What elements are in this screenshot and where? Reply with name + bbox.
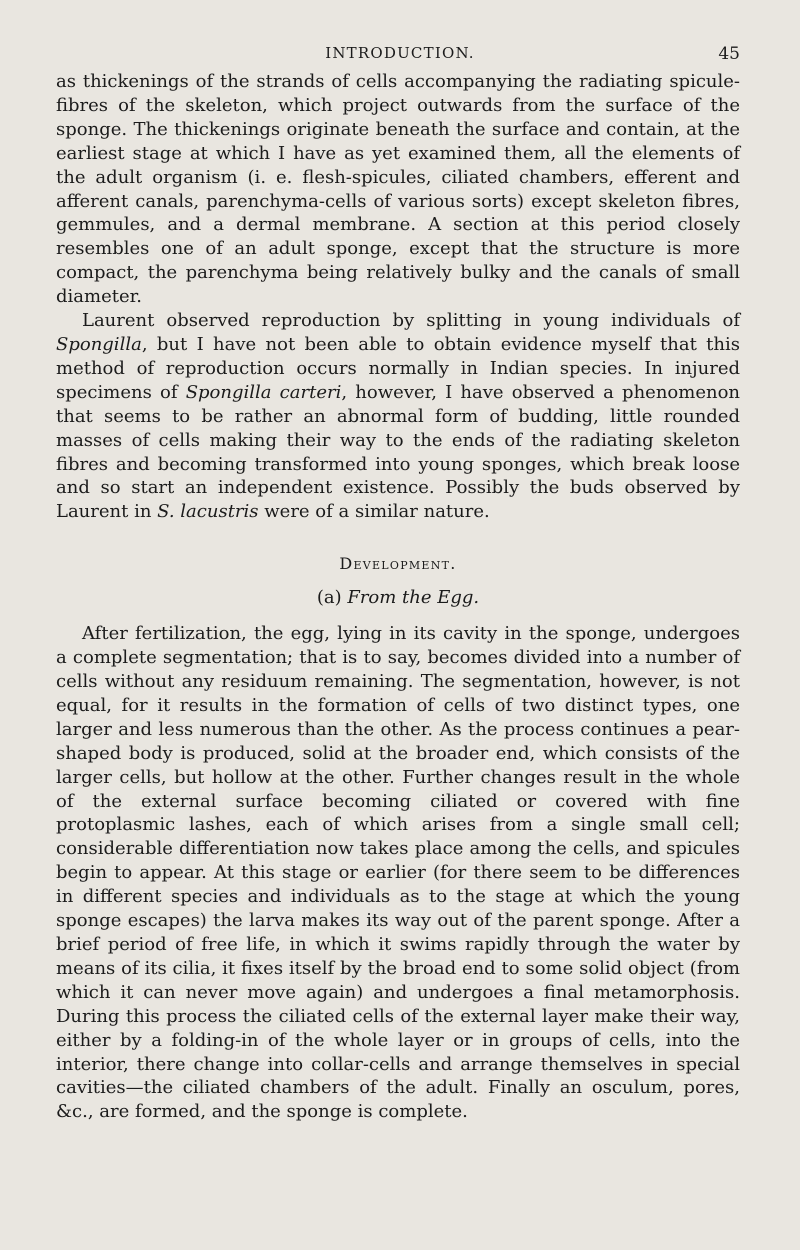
paragraph-2 xyxy=(56,309,740,524)
species-s-lacustris: S. lacustris xyxy=(157,501,259,523)
paragraph-2-text-e: , however, I have observed a phenomenon that seems to be rather an abnormal form of budding, little rounded masses of cells making their way to the ends of the radiating skeleton fibres and becoming transformed into young sponges, which break loose and so start an independent existence. Possibly the buds observed by Laurent in xyxy=(56,381,740,523)
paragraph-1: as thickenings of the strands of cells accompanying the radiating spicule-fibres of the skeleton, which project outwards from the surface of the sponge. The thickenings originate beneath the surface and contain, at the earliest stage at which I have as yet examined them, all the elements of the adult organism (i. e. flesh-spicules, ciliated chambers, efferent and afferent canals, parenchyma-cells of various sorts) except skeleton fibres, gemmules, and a dermal membrane. A section at this period closely resembles one of an adult sponge, except that the structure is more compact, the parenchyma being relatively bulky and the canals of small diameter. xyxy=(56,71,740,308)
running-head: INTRODUCTION. xyxy=(325,44,475,62)
species-spongilla: Spongilla xyxy=(56,333,142,355)
species-spongilla-carteri: Spongilla carteri xyxy=(185,381,342,403)
subsection-heading xyxy=(56,587,740,608)
paragraph-3: After fertilization, the egg, lying in its cavity in the sponge, undergoes a complete segmentation; that is to say, becomes divided into a number of cells without any residuum remaining. The segmentation, however, is not equal, for it results in the formation of cells of two distinct types, one larger and less numerous than the other. As the process continues a pear-shaped body is produced, solid at the broader end, which consists of the larger cells, but hollow at the other. Further changes result in the whole of the external surface becoming ciliated or covered with fine protoplasmic lashes, each of which arises from a single small cell; considerable differentiation now takes place among the cells, and spicules begin to appear. At this stage or earlier (for there seem to be differences in different species and individuals as to the stage at which the young sponge escapes) the larva makes its way out of the parent sponge. After a brief period of free life, in which it swims rapidly through the water by means of its cilia, it fixes itself by the broad end to some solid object (from which it can never move again) and undergoes a final metamorphosis. During this process the ciliated cells of the external layer make their way, either by a folding-in of the whole layer or in groups of cells, into the interior, there change into collar-cells and arrange themselves in special cavities—the ciliated chambers of the adult. Finally an osculum, pores, &c., are formed, and the sponge is complete. xyxy=(56,623,740,1123)
page-number: 45 xyxy=(718,44,740,64)
paragraph-2-text-c: , but I have not been able to obtain evidence myself that this method of reproduction occurs normally in Indian species. In injured specimens of xyxy=(56,333,740,403)
page-header xyxy=(0,44,800,68)
subsection-title: From the Egg. xyxy=(347,587,480,609)
section-heading: Development. xyxy=(339,554,457,574)
paragraph-2-text-g: were of a similar nature. xyxy=(258,501,490,523)
paragraph-2-text-a: Laurent observed reproduction by splitting in young individuals of xyxy=(82,310,740,332)
subsection-label: (a) xyxy=(316,587,348,609)
